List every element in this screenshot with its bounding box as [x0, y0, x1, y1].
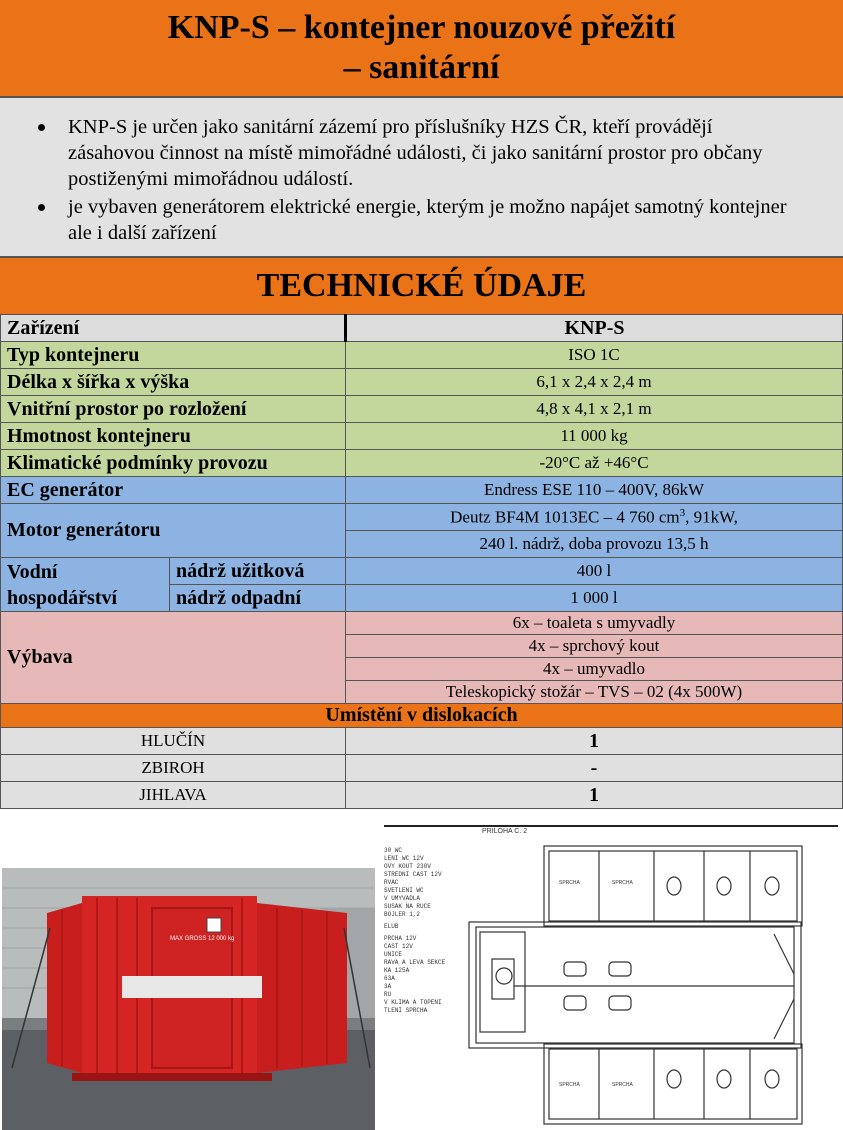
plan-legend-line: SUSAK NA RUCE: [384, 903, 431, 910]
plan-legend-line: OVY KOUT 230V: [384, 863, 431, 870]
location-count: 1: [346, 782, 843, 809]
water-sub-label: nádrž odpadní: [170, 585, 346, 612]
table-header-row: [1, 315, 843, 342]
location-row: [1, 782, 843, 809]
plan-legend-line: RU: [384, 991, 392, 998]
container-sign-text: MAX GROSS 12 000 kg: [170, 936, 235, 942]
plan-legend-line: STREDNI CAST 12V: [384, 871, 442, 878]
header-label: Zařízení: [1, 315, 346, 342]
equip-item: 4x – umyvadlo: [346, 658, 843, 681]
spec-table: [0, 314, 843, 809]
table-row: [1, 450, 843, 477]
motor-value-1-tail: , 91kW,: [685, 507, 738, 527]
row-label: Délka x šířka x výška: [1, 369, 346, 396]
table-row: [1, 477, 843, 504]
water-label: [1, 558, 170, 612]
motor-value-1: [346, 504, 843, 531]
location-city: ZBIROH: [1, 755, 346, 782]
plan-room-label: SPRCHA: [612, 880, 633, 886]
tech-heading: TECHNICKÉ ÚDAJE: [0, 258, 843, 315]
table-row: [1, 423, 843, 450]
row-label: Typ kontejneru: [1, 342, 346, 369]
location-count: 1: [346, 728, 843, 755]
ec-value: Endress ESE 110 – 400V, 86kW: [346, 477, 843, 504]
floor-plan: [384, 824, 838, 1130]
row-value: ISO 1C: [346, 342, 843, 369]
water-sub-label: nádrž užitková: [170, 558, 346, 585]
plan-legend-line: BOJLER 1,2: [384, 911, 421, 918]
equip-item: 6x – toaleta s umyvadly: [346, 612, 843, 635]
container-photo-svg: [2, 868, 375, 1130]
table-row: [1, 369, 843, 396]
row-value: 6,1 x 2,4 x 2,4 m: [346, 369, 843, 396]
row-value: 11 000 kg: [346, 423, 843, 450]
row-label: Vnitřní prostor po rozložení: [1, 396, 346, 423]
table-row: [1, 612, 843, 635]
row-label: Klimatické podmínky provozu: [1, 450, 346, 477]
plan-room-label: SPRCHA: [559, 1082, 580, 1088]
location-city: HLUČÍN: [1, 728, 346, 755]
intro-section: [0, 98, 843, 258]
water-value: 400 l: [346, 558, 843, 585]
motor-value-1-sup: 3: [679, 506, 686, 519]
water-value: 1 000 l: [346, 585, 843, 612]
plan-legend-line: SVETLENI WC: [384, 887, 424, 894]
plan-legend-line: V KLIMA A TOPENI: [384, 999, 442, 1006]
table-row: [1, 396, 843, 423]
intro-list: [28, 114, 803, 246]
water-label-2: hospodářství: [7, 586, 118, 609]
motor-label: Motor generátoru: [1, 504, 346, 558]
location-heading-row: [1, 704, 843, 728]
ec-label: EC generátor: [1, 477, 346, 504]
plan-legend-line: ELUB: [384, 923, 399, 930]
motor-value-2: 240 l. nádrž, doba provozu 13,5 h: [346, 531, 843, 558]
plan-room-label: SPRCHA: [559, 880, 580, 886]
equip-item: 4x – sprchový kout: [346, 635, 843, 658]
plan-legend-line: PRCHA 12V: [384, 935, 417, 942]
plan-room-label: SPRCHA: [612, 1082, 633, 1088]
plan-legend-line: 63A: [384, 975, 395, 982]
location-row: [1, 728, 843, 755]
title-line-2: – sanitární: [343, 49, 500, 86]
water-label-1: Vodní: [7, 560, 58, 583]
location-count: -: [346, 755, 843, 782]
plan-legend-line: RAVA A LEVA SEKCE: [384, 959, 446, 966]
plan-legend-line: 30 WC: [384, 847, 403, 854]
plan-legend-line: RVAC: [384, 879, 399, 886]
plan-header: PRILOHA C. 2: [482, 828, 528, 835]
intro-bullet: je vybaven generátorem elektrické energie, kterým je možno napájet samotný kontejner ale i další zařízení: [28, 194, 803, 246]
plan-legend-line: KA 125A: [384, 967, 410, 974]
row-label: Hmotnost kontejneru: [1, 423, 346, 450]
plan-legend-line: LENI WC 12V: [384, 855, 424, 862]
plan-legend-line: TLENI SPRCHA: [384, 1007, 428, 1014]
title-line-1: KNP-S – kontejner nouzové přežití: [167, 9, 676, 46]
table-row: [1, 504, 843, 531]
location-row: [1, 755, 843, 782]
row-value: 4,8 x 4,1 x 2,1 m: [346, 396, 843, 423]
plan-legend-line: V UMYVADLA: [384, 895, 421, 902]
table-row: [1, 558, 843, 585]
table-row: [1, 342, 843, 369]
intro-bullet: KNP-S je určen jako sanitární zázemí pro příslušníky HZS ČR, kteří provádějí zásahovou činnost na místě mimořádné události, či jako sanitární prostor pro občany postiženými mimořádnou událostí.: [28, 114, 803, 192]
location-heading: Umístění v dislokacích: [1, 704, 843, 728]
page-title: [0, 0, 843, 98]
container-photo: [2, 868, 375, 1130]
plan-legend-line: CAST 12V: [384, 943, 413, 950]
header-value: KNP-S: [346, 315, 843, 342]
equip-item: Teleskopický stožár – TVS – 02 (4x 500W): [346, 681, 843, 704]
row-value: -20°C až +46°C: [346, 450, 843, 477]
equip-label: Výbava: [1, 612, 346, 704]
plan-legend-line: UNICE: [384, 951, 403, 958]
plan-legend-line: 3A: [384, 983, 392, 990]
location-city: JIHLAVA: [1, 782, 346, 809]
motor-value-1-main: Deutz BF4M 1013EC – 4 760 cm: [450, 507, 680, 527]
floor-plan-svg: [384, 824, 838, 1130]
